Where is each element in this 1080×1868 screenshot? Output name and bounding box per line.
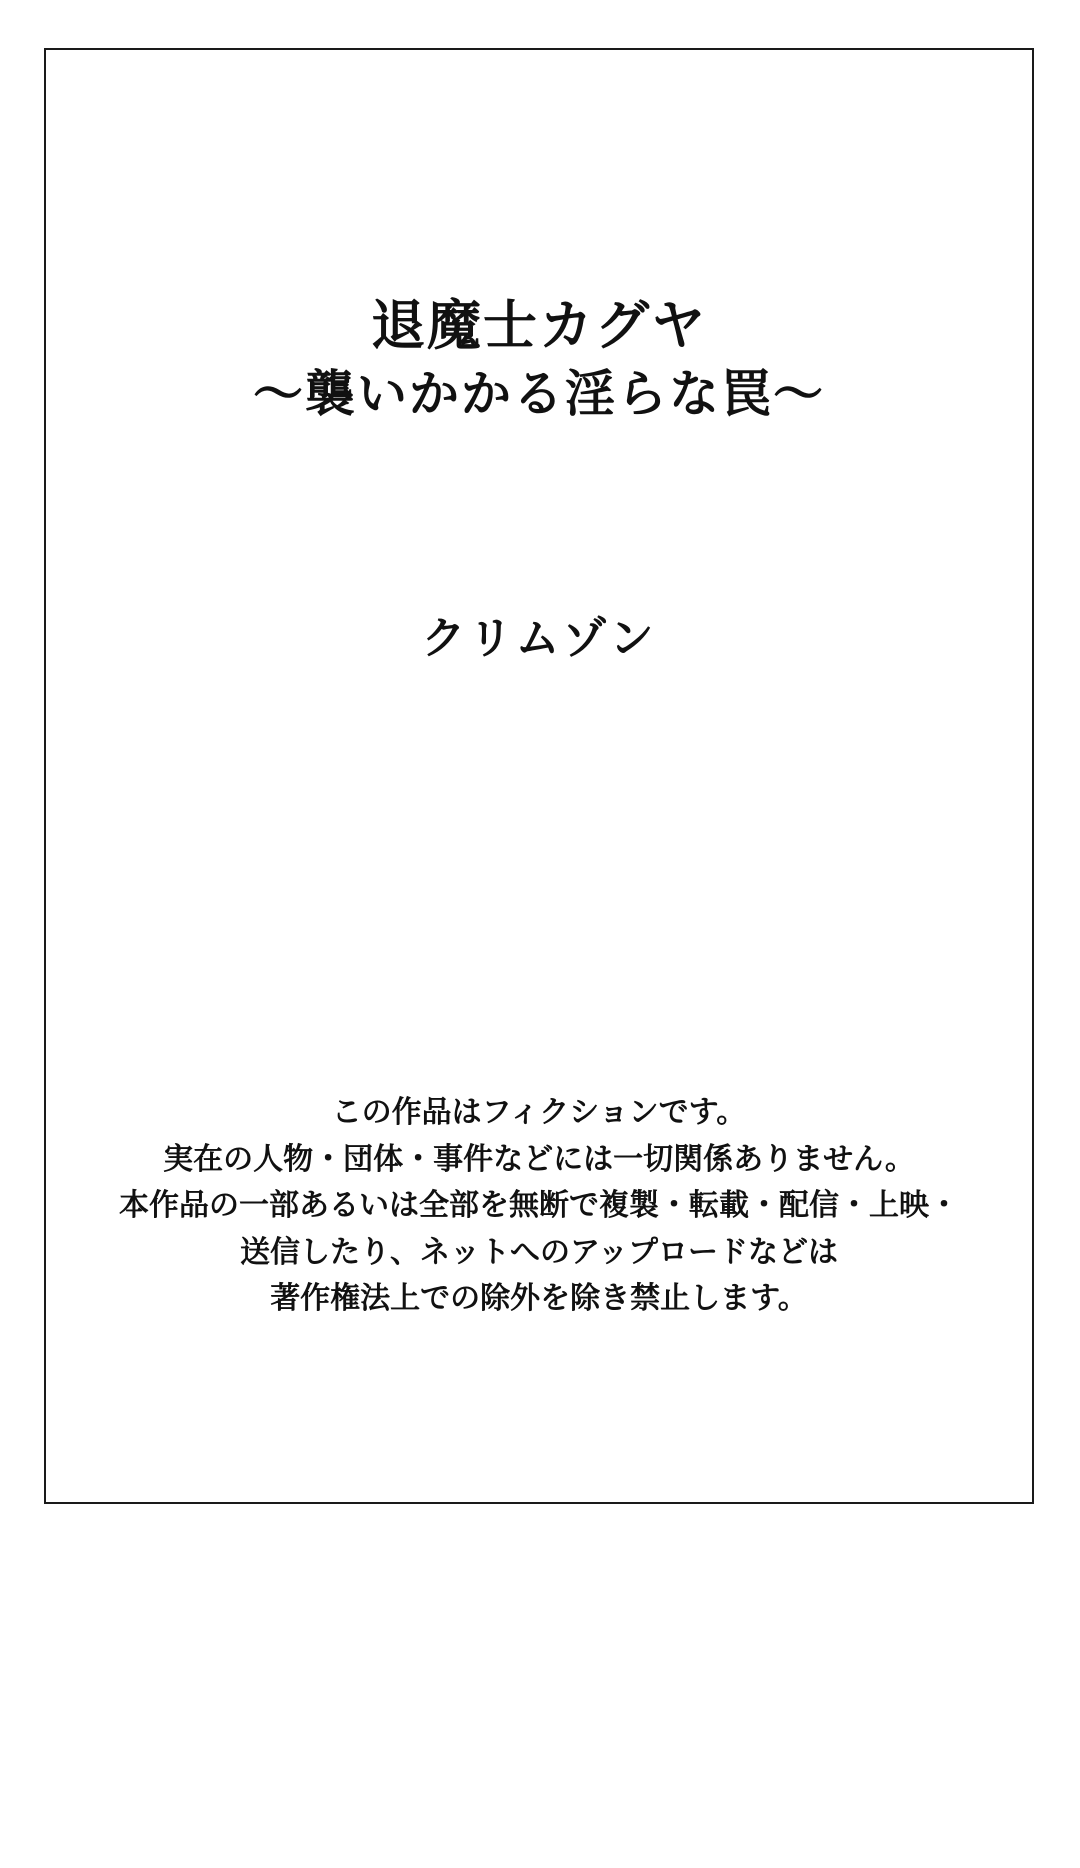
notice-line-3: 本作品の一部あるいは全部を無断で複製・転載・配信・上映・ bbox=[119, 1188, 959, 1223]
page-subtitle: 〜襲いかかる淫らな罠〜 bbox=[253, 364, 825, 424]
page-title: 退魔士カグヤ bbox=[371, 293, 707, 357]
notice-line-1: この作品はフィクションです。 bbox=[331, 1095, 747, 1130]
notice-line-5: 著作権法上での除外を除き禁止します。 bbox=[270, 1281, 808, 1316]
copyright-notice bbox=[44, 1090, 1034, 1323]
notice-line-2: 実在の人物・団体・事件などには一切関係ありません。 bbox=[163, 1141, 915, 1177]
title-block bbox=[44, 290, 1034, 427]
author-block bbox=[44, 602, 1034, 666]
notice-line-4: 送信したり、ネットへのアップロードなどは bbox=[240, 1234, 838, 1270]
author-name: クリムゾン bbox=[421, 613, 657, 664]
